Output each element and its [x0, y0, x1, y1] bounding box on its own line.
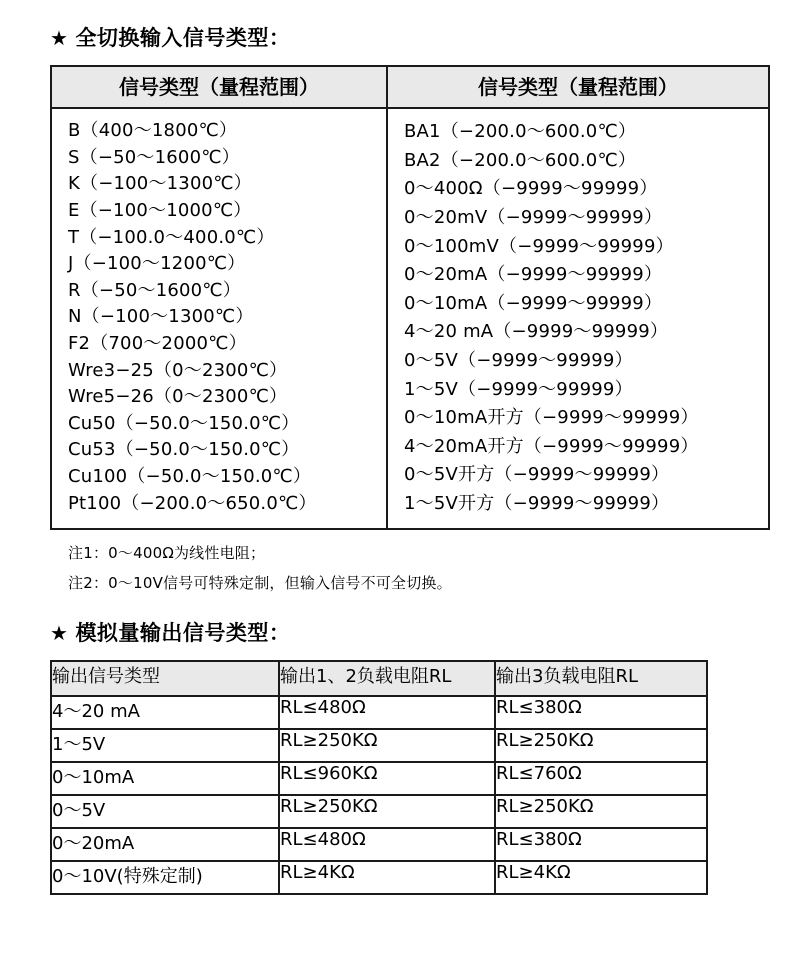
- cell-output-type: 1～5V: [51, 729, 279, 762]
- cell-output-type: 0～20mA: [51, 828, 279, 861]
- column-header-load-resistance-12: 输出1、2负载电阻RL: [279, 661, 495, 696]
- page-title-input-signal: [50, 26, 768, 51]
- signal-list-left: [68, 118, 386, 517]
- cell-load-3: RL≥250KΩ: [495, 795, 707, 828]
- column-header-signal-type-1: 信号类型（量程范围）: [51, 66, 387, 108]
- cell-load-3: RL≥4KΩ: [495, 861, 707, 894]
- heading-text-input-signal: 全切换输入信号类型：: [75, 26, 291, 50]
- cell-load-3: RL≤380Ω: [495, 828, 707, 861]
- note-2: 注2：0～10V信号可特殊定制，但输入信号不可全切换。: [68, 574, 452, 593]
- table-row: [51, 861, 707, 894]
- table-row: [51, 696, 707, 729]
- notes-block: [68, 543, 768, 596]
- list-item: S（−50～1600℃）: [68, 146, 240, 168]
- list-item: 4～20mA开方（−9999～99999）: [404, 435, 699, 457]
- cell-output-type: 0～10mA: [51, 762, 279, 795]
- star-icon: ★: [50, 26, 69, 50]
- analog-output-table: [50, 660, 708, 895]
- list-item: 0～10mA（−9999～99999）: [404, 292, 663, 314]
- list-item: E（−100～1000℃）: [68, 199, 252, 221]
- list-item: 0～100mV（−9999～99999）: [404, 235, 674, 257]
- cell-output-type: 4～20 mA: [51, 696, 279, 729]
- column-header-load-resistance-3: 输出3负载电阻RL: [495, 661, 707, 696]
- signal-list-cell-right: [387, 108, 769, 528]
- list-item: F2（700～2000℃）: [68, 332, 247, 354]
- table-row: [51, 795, 707, 828]
- table-row: [51, 729, 707, 762]
- star-icon: ★: [50, 621, 69, 645]
- cell-load-12: RL≤480Ω: [279, 828, 495, 861]
- list-item: 0～5V（−9999～99999）: [404, 349, 633, 371]
- list-item: Cu53（−50.0～150.0℃）: [68, 439, 300, 461]
- list-item: 0～20mV（−9999～99999）: [404, 206, 663, 228]
- list-item: 0～400Ω（−9999～99999）: [404, 178, 658, 200]
- table-row: [51, 828, 707, 861]
- signal-list-right: [404, 118, 768, 518]
- list-item: 0～20mA（−9999～99999）: [404, 264, 663, 286]
- list-item: 1～5V（−9999～99999）: [404, 378, 633, 400]
- cell-output-type: 0～10V(特殊定制): [51, 861, 279, 894]
- list-item: Cu100（−50.0～150.0℃）: [68, 465, 312, 487]
- table-header-row: [51, 66, 769, 108]
- column-header-signal-type-2: 信号类型（量程范围）: [387, 66, 769, 108]
- list-item: BA2（−200.0～600.0℃）: [404, 149, 637, 171]
- cell-load-3: RL≥250KΩ: [495, 729, 707, 762]
- list-item: N（−100～1300℃）: [68, 306, 254, 328]
- list-item: J（−100～1200℃）: [68, 253, 246, 275]
- list-item: Wre3−25（0～2300℃）: [68, 359, 288, 381]
- table-row: [51, 762, 707, 795]
- list-item: Cu50（−50.0～150.0℃）: [68, 412, 300, 434]
- list-item: Pt100（−200.0～650.0℃）: [68, 492, 317, 514]
- cell-load-3: RL≤760Ω: [495, 762, 707, 795]
- input-signal-table: [50, 65, 770, 529]
- table-header-row: [51, 661, 707, 696]
- list-item: K（−100～1300℃）: [68, 173, 252, 195]
- list-item: 0～10mA开方（−9999～99999）: [404, 407, 699, 429]
- cell-load-12: RL≤960KΩ: [279, 762, 495, 795]
- column-header-output-signal-type: 输出信号类型: [51, 661, 279, 696]
- cell-load-12: RL≥4KΩ: [279, 861, 495, 894]
- list-item: BA1（−200.0～600.0℃）: [404, 121, 637, 143]
- cell-load-3: RL≤380Ω: [495, 696, 707, 729]
- cell-load-12: RL≥250KΩ: [279, 795, 495, 828]
- list-item: Wre5−26（0～2300℃）: [68, 386, 288, 408]
- list-item: R（−50～1600℃）: [68, 279, 241, 301]
- list-item: 0～5V开方（−9999～99999）: [404, 464, 670, 486]
- signal-list-cell-left: [51, 108, 387, 528]
- heading-text-analog-output: 模拟量输出信号类型：: [75, 621, 291, 645]
- list-item: 4～20 mA（−9999～99999）: [404, 321, 669, 343]
- cell-load-12: RL≥250KΩ: [279, 729, 495, 762]
- page-title-analog-output: [50, 621, 768, 646]
- cell-load-12: RL≤480Ω: [279, 696, 495, 729]
- cell-output-type: 0～5V: [51, 795, 279, 828]
- list-item: 1～5V开方（−9999～99999）: [404, 492, 670, 514]
- list-item: T（−100.0～400.0℃）: [68, 226, 275, 248]
- note-1: 注1：0～400Ω为线性电阻；: [68, 543, 266, 562]
- list-item: B（400～1800℃）: [68, 120, 238, 142]
- table-body-row: [51, 108, 769, 528]
